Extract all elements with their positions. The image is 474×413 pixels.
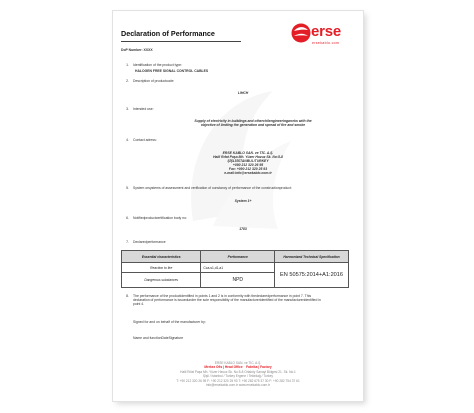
footer-company: ERSE KABLO SAN. ve TİC. A.Ş.	[214, 361, 262, 365]
item7-label: Declaredperformance	[133, 240, 166, 244]
item8-line1: The performance of the productidentified in points 1 and 2 is in conformity with thedeclaredperformance in point 7. This	[133, 294, 312, 298]
item6-label: Notifiedproductcertification body no:	[133, 216, 187, 220]
contact-line-1: ERSE KABLO SAN. ve TİC. A.Ş.	[222, 151, 274, 155]
title-underline	[121, 41, 241, 42]
item1-label: Identification of the product type:	[133, 63, 183, 67]
footer-address: Halil Rıfat Paşa Mh. Yüzer Havuz Sk. No:5-8 Ortaköy Sanayi Bölgesi 21. Sk. No:1	[180, 369, 296, 374]
table-header-cell: Harmonized Technical Specification	[275, 251, 349, 263]
table-cell: Cca-s1,d1,a1	[201, 263, 275, 273]
footer-city: Şişli / İstanbul / Turkey Ergene / Tekirdağ / Turkey	[203, 374, 273, 379]
item-number-4: 4.	[126, 138, 129, 142]
contact-line-4: +090 212 320 26 95	[232, 163, 264, 167]
document-page	[112, 10, 364, 402]
contact-line-2: Halil Rıfat Paşa Mh. Yüzer Havuz Sk. No:5-8	[213, 155, 283, 159]
item-number-2: 2.	[126, 79, 129, 83]
logo-wordmark: erse	[311, 23, 342, 40]
item4-label: Contact adress:	[133, 138, 157, 142]
item2-value: LIHCH	[237, 91, 249, 95]
item3-value-line1: Supply of electricity in buildings and otherchilengineeringworks with the	[194, 119, 312, 123]
page-footer	[143, 361, 333, 387]
item-number-5: 5.	[126, 186, 129, 190]
contact-line-3: ŞİŞLİ/İSTANBUL/TURKEY	[227, 159, 269, 163]
performance-table	[121, 250, 349, 288]
item-number-1: 1.	[126, 63, 129, 67]
footer-office-label: Merkez Ofis | Head Office	[204, 365, 243, 370]
table-cell-spec: EN 50575:2014+A1:2016	[275, 263, 349, 288]
item8-line2: declaration of performance is issuedunder the sole responsibility of the manufactureridentified of the manufactureridentified in	[133, 298, 321, 302]
table-header-cell: Performance	[201, 251, 275, 263]
document-title: Declaration of Performance	[121, 29, 215, 38]
contact-line-5: Fax: +090 212 320 25 93	[228, 167, 268, 171]
table-header-cell: Essential characteristics	[122, 251, 201, 263]
item3-value-line2: objective of limiting the generation and spread of fire and smoke	[200, 123, 306, 127]
item5-label: System orsystems of assessment and verification of constancy of performance of the constructionproduct:	[133, 186, 292, 190]
footer-phone: T: +90 212 320 26 95 F: +90 212 320 25 93 T: +90 282 675 37 30 F: +90 282 754 37 61	[176, 378, 300, 383]
contact-line-6: e-mail:info@ersekablo.com.tr	[224, 171, 272, 175]
erse-logo-icon	[291, 22, 311, 44]
signed-by: Signed for and on behalf of the manufacturer by:	[133, 320, 206, 324]
item-number-7: 7.	[126, 240, 129, 244]
item-number-3: 3.	[126, 107, 129, 111]
table-cell: NPD	[201, 273, 275, 288]
item3-label: Intended use:	[133, 107, 154, 111]
table-cell: Reaction to fire	[122, 263, 201, 273]
table-header-row	[122, 251, 349, 263]
signature-line: Name and functionDateSignature	[133, 336, 184, 340]
item-number-8: 8.	[126, 294, 129, 298]
logo-subtitle: ersekablo.com	[312, 41, 340, 45]
item1-value: HALOGEN FREE SIGNAL CONTROL CABLES	[135, 69, 209, 73]
footer-web: info@ersekablo.com.tr www.ersekablo.com.tr	[206, 383, 270, 388]
table-row	[122, 263, 349, 273]
item6-value: 1783	[239, 227, 247, 231]
table-cell: Dangerous substances	[122, 273, 201, 288]
item2-label: Description of productcode:	[133, 79, 175, 83]
item5-value: System 1+	[234, 199, 252, 203]
footer-factory-label: Fabrika | Factory	[246, 365, 272, 370]
dop-number: DoP Number: XXXX	[121, 48, 153, 52]
item8-line3: point 4.	[133, 302, 145, 306]
item-number-6: 6.	[126, 216, 129, 220]
